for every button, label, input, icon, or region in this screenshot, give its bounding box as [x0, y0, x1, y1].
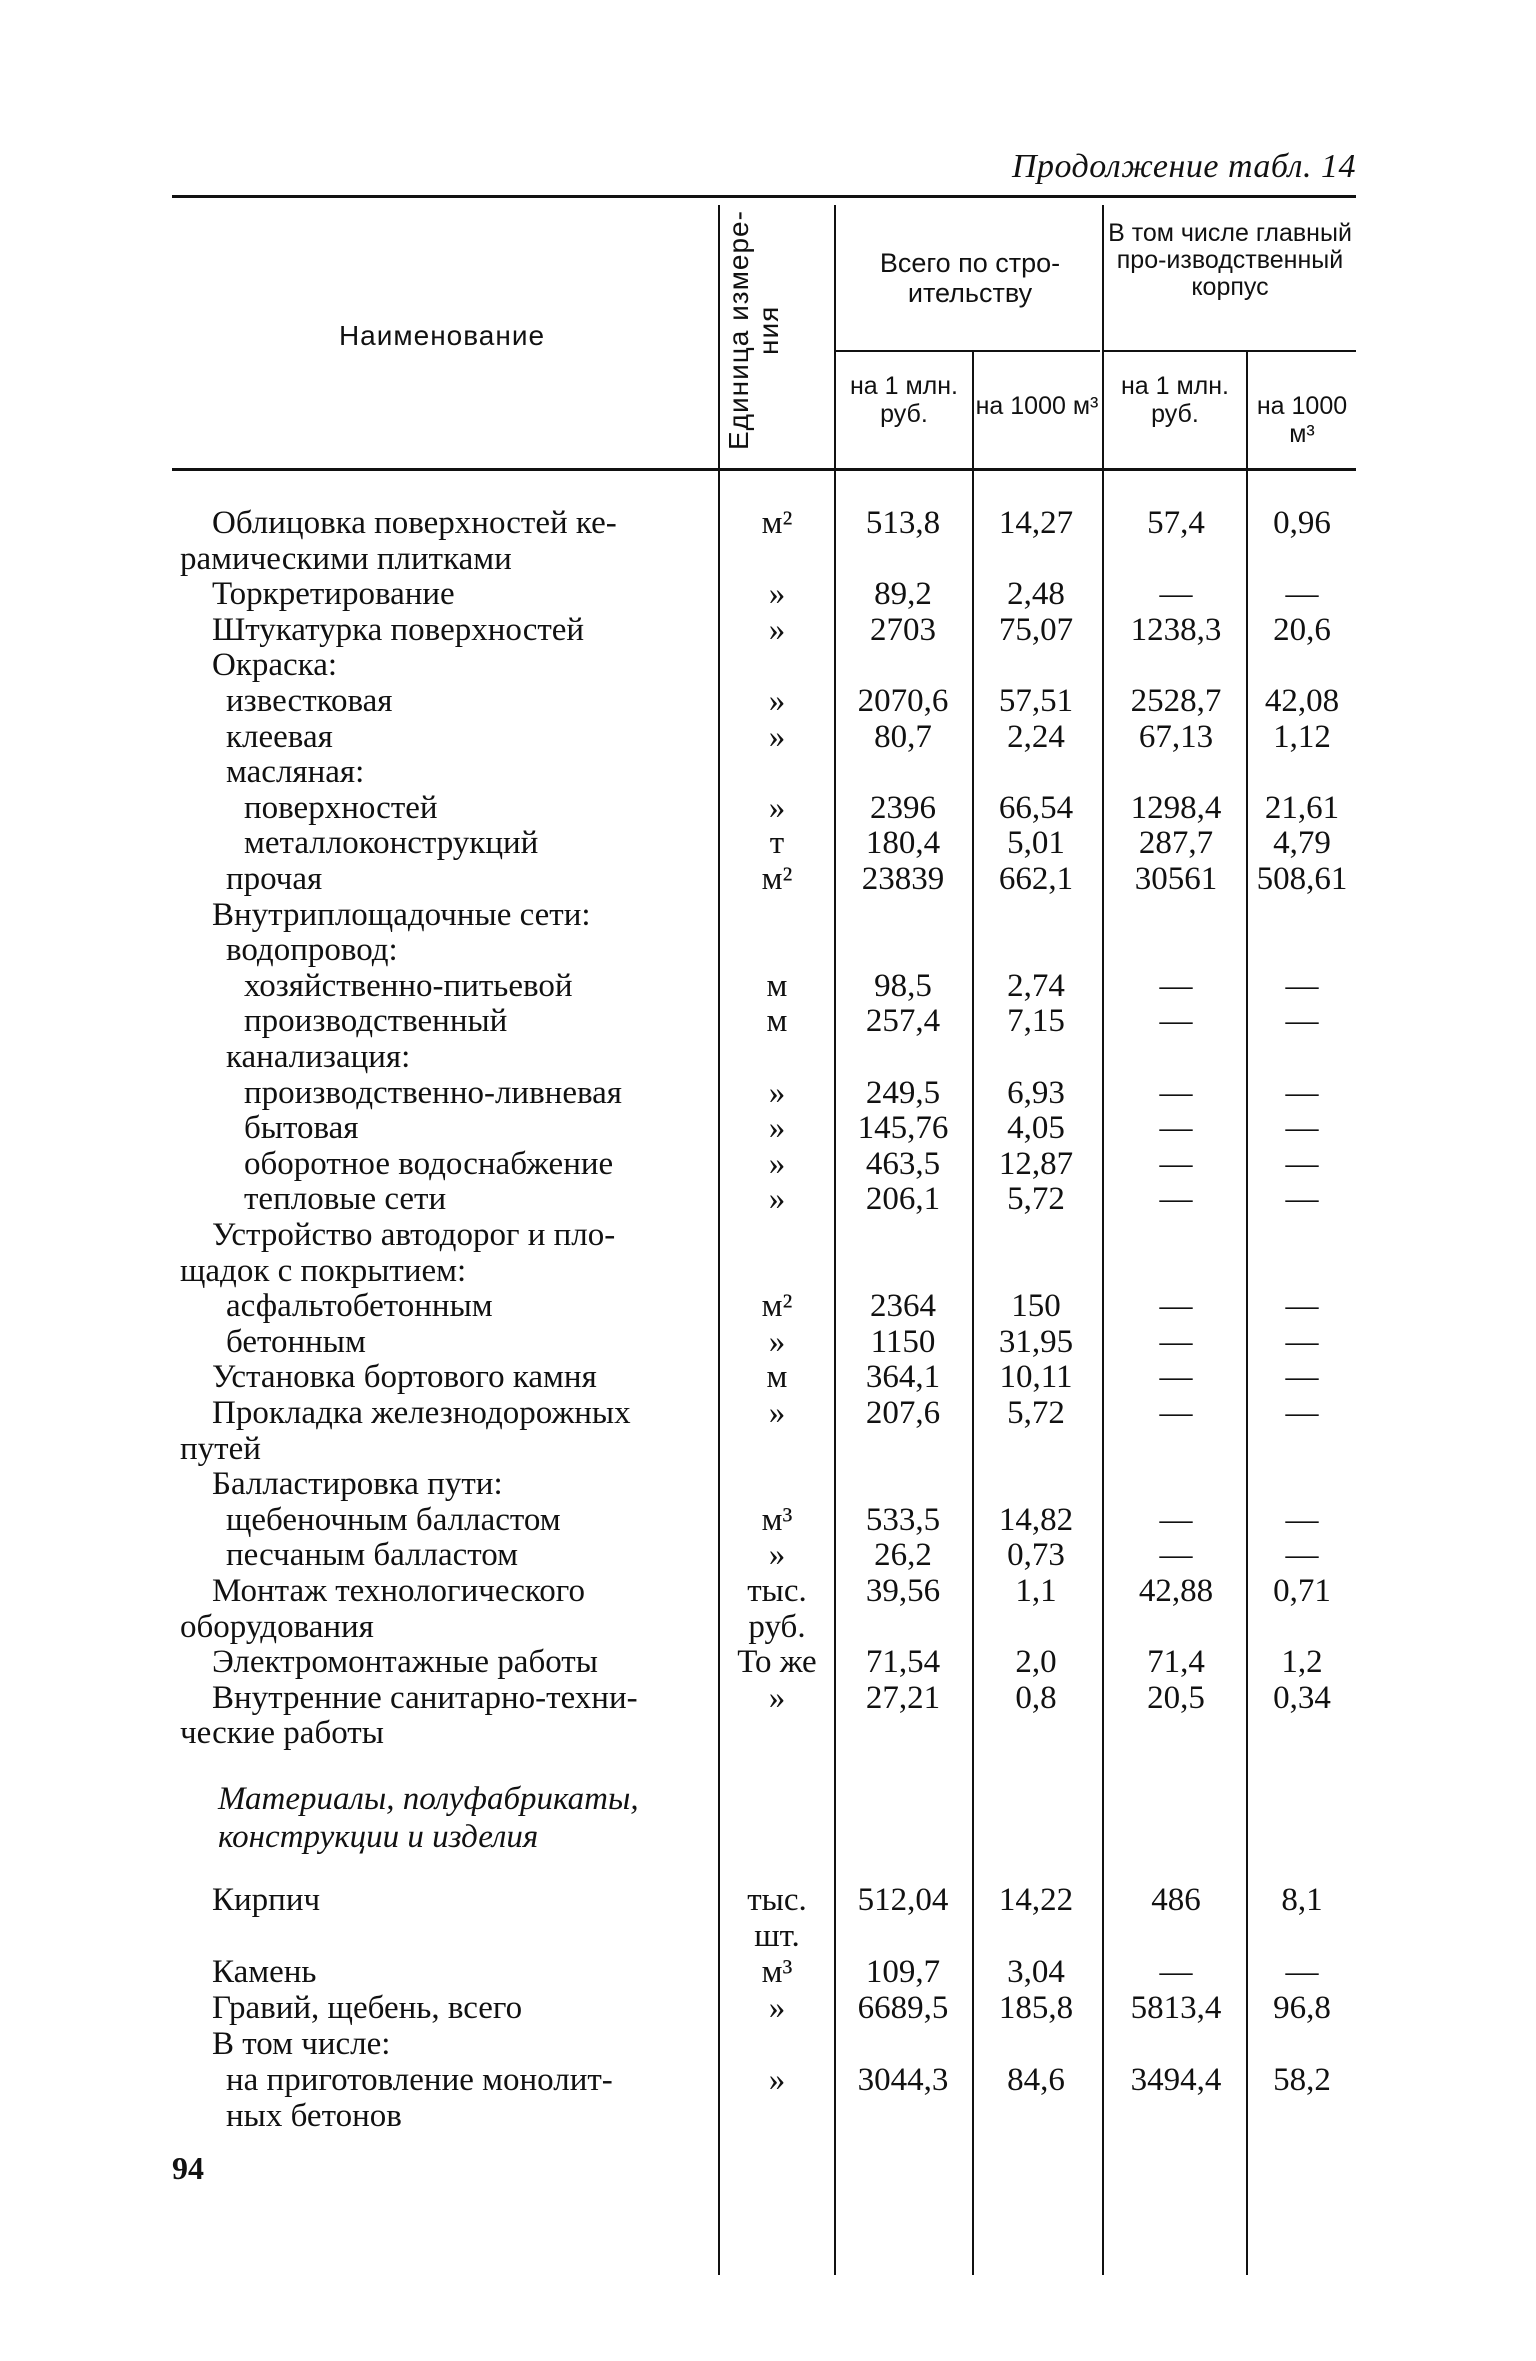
row-main-per-mln: — [1159, 1501, 1193, 1538]
row-main-per-1000: 42,08 [1264, 683, 1340, 719]
row-total-per-1000: 14,27 [998, 505, 1074, 541]
row-name: Облицовка поверхностей ке- [212, 505, 617, 541]
row-main-per-mln: — [1159, 1395, 1193, 1431]
row-main-per-1000: — [1285, 1003, 1319, 1040]
row-unit: тыс. [747, 1882, 807, 1918]
row-name: масляная: [226, 754, 365, 791]
row-total-per-1000: 75,07 [998, 611, 1074, 648]
row-name: Прокладка железнодорожных [212, 1395, 631, 1431]
row-main-per-mln: 67,13 [1138, 718, 1214, 755]
row-name: водопровод: [226, 932, 398, 969]
row-name: Электромонтажные работы [212, 1644, 598, 1681]
row-main-per-mln: — [1159, 1145, 1193, 1182]
row-main-per-mln: 71,4 [1147, 1644, 1205, 1681]
row-name: ческие работы [180, 1715, 384, 1752]
row-unit: » [768, 1145, 786, 1182]
row-unit: » [768, 576, 786, 613]
row-name: производственно-ливневая [244, 1074, 622, 1111]
page-number: 94 [172, 2150, 204, 2186]
row-name: бытовая [244, 1110, 359, 1147]
row-name: прочая [226, 861, 323, 897]
row-name: ных бетонов [226, 2098, 402, 2134]
row-total-per-mln: 2703 [870, 611, 936, 648]
row-total-per-mln: 2070,6 [857, 683, 949, 719]
row-main-per-mln: 1298,4 [1130, 789, 1222, 826]
section-title: Материалы, полуфабрикаты, конструкции и изделия [218, 1781, 639, 1855]
row-name: Балластировка пути: [212, 1466, 503, 1503]
row-total-per-1000: 31,95 [998, 1323, 1074, 1360]
row-unit: » [768, 1395, 786, 1431]
row-name: песчаным балластом [226, 1537, 519, 1574]
row-total-per-mln: 2396 [870, 789, 936, 826]
row-main-per-mln: — [1159, 1288, 1193, 1325]
row-name: на приготовление монолит- [226, 2062, 613, 2098]
row-unit: » [768, 1110, 786, 1147]
row-main-per-mln: 20,5 [1147, 1679, 1205, 1716]
row-main-per-mln: — [1159, 1323, 1193, 1360]
row-unit: » [768, 2062, 786, 2098]
header-main-per-1000: на 1000 м³ [1256, 392, 1348, 448]
row-main-per-mln: 30561 [1134, 861, 1218, 897]
row-name: путей [180, 1430, 261, 1467]
row-main-per-mln: — [1159, 1074, 1193, 1111]
row-name: Торкретирование [212, 576, 455, 613]
row-main-per-1000: — [1285, 1359, 1319, 1396]
row-total-per-1000: 150 [1011, 1288, 1061, 1325]
row-unit: » [768, 1537, 786, 1574]
header-main-group: В том числе главный про-изводственный корпус [1108, 219, 1352, 301]
row-unit: м [766, 1003, 788, 1040]
row-main-per-1000: 0,96 [1273, 505, 1331, 541]
row-total-per-mln: 6689,5 [857, 1990, 949, 2026]
row-total-per-mln: 80,7 [874, 718, 932, 755]
row-main-per-1000: — [1285, 1181, 1319, 1218]
row-name: Кирпич [212, 1882, 321, 1918]
row-main-per-1000: 0,71 [1273, 1573, 1331, 1609]
row-unit: » [768, 1990, 786, 2026]
row-name: Гравий, щебень, всего [212, 1990, 523, 2026]
header-total-per-mln: на 1 млн. руб. [849, 372, 959, 428]
row-main-per-mln: — [1159, 967, 1193, 1004]
row-unit: » [768, 1679, 786, 1716]
row-main-per-1000: 0,34 [1273, 1679, 1331, 1716]
row-total-per-mln: 257,4 [865, 1003, 941, 1040]
row-total-per-mln: 1150 [870, 1323, 936, 1360]
row-name: асфальтобетонным [226, 1288, 493, 1325]
row-unit: м³ [761, 1954, 793, 1990]
row-name: В том числе: [212, 2026, 391, 2062]
row-main-per-1000: — [1285, 1110, 1319, 1147]
row-main-per-mln: 3494,4 [1130, 2062, 1222, 2098]
row-name: Внутренние санитарно-техни- [212, 1679, 638, 1716]
row-name: Камень [212, 1954, 317, 1990]
row-unit: м [766, 967, 788, 1004]
row-total-per-1000: 5,01 [1007, 825, 1065, 862]
row-name: канализация: [226, 1039, 411, 1075]
row-total-per-1000: 10,11 [999, 1359, 1073, 1396]
row-unit: шт. [754, 1918, 800, 1954]
row-unit: » [768, 1181, 786, 1218]
row-name: тепловые сети [244, 1181, 447, 1218]
row-total-per-1000: 14,82 [998, 1501, 1074, 1538]
row-total-per-1000: 0,73 [1007, 1537, 1065, 1574]
row-total-per-1000: 3,04 [1007, 1954, 1065, 1990]
row-main-per-1000: — [1285, 1323, 1319, 1360]
header-main-per-mln: на 1 млн. руб. [1120, 372, 1230, 428]
row-total-per-mln: 180,4 [865, 825, 941, 862]
row-total-per-1000: 5,72 [1007, 1395, 1065, 1431]
row-unit: То же [737, 1644, 817, 1681]
row-name: Внутриплощадочные сети: [212, 896, 591, 933]
row-unit: руб. [748, 1608, 806, 1645]
row-main-per-1000: — [1285, 1395, 1319, 1431]
row-main-per-1000: — [1285, 1954, 1319, 1990]
row-total-per-mln: 364,1 [865, 1359, 941, 1396]
row-main-per-mln: 2528,7 [1130, 683, 1222, 719]
row-main-per-mln: — [1159, 1110, 1193, 1147]
row-total-per-mln: 463,5 [865, 1145, 941, 1182]
row-main-per-mln: 1238,3 [1130, 611, 1222, 648]
row-total-per-1000: 2,74 [1007, 967, 1065, 1004]
row-main-per-1000: — [1285, 1537, 1319, 1574]
row-total-per-1000: 2,24 [1007, 718, 1065, 755]
row-total-per-1000: 0,8 [1015, 1679, 1057, 1716]
row-total-per-mln: 206,1 [865, 1181, 941, 1218]
row-name: оборудования [180, 1608, 374, 1645]
row-total-per-mln: 71,54 [865, 1644, 941, 1681]
row-main-per-1000: 508,61 [1256, 861, 1348, 897]
row-total-per-mln: 26,2 [874, 1537, 932, 1574]
row-main-per-1000: 8,1 [1281, 1882, 1323, 1918]
row-unit: » [768, 611, 786, 648]
row-main-per-1000: 1,12 [1273, 718, 1331, 755]
row-name: клеевая [226, 718, 333, 755]
row-total-per-1000: 66,54 [998, 789, 1074, 826]
row-name: металлоконструкций [244, 825, 539, 862]
row-main-per-1000: — [1285, 1501, 1319, 1538]
row-name: Установка бортового камня [212, 1359, 597, 1396]
row-main-per-1000: 96,8 [1273, 1990, 1331, 2026]
row-unit: м² [761, 861, 793, 897]
row-total-per-1000: 662,1 [998, 861, 1074, 897]
row-main-per-mln: — [1159, 1359, 1193, 1396]
row-unit: т [769, 825, 785, 862]
row-name: щебеночным балластом [226, 1501, 561, 1538]
header-total-group: Всего по стро-ительству [879, 248, 1061, 308]
row-unit: м² [761, 1288, 793, 1325]
row-main-per-1000: 4,79 [1273, 825, 1331, 862]
row-total-per-1000: 1,1 [1015, 1573, 1057, 1609]
row-total-per-mln: 145,76 [857, 1110, 949, 1147]
row-unit: » [768, 718, 786, 755]
row-unit: тыс. [747, 1573, 807, 1609]
row-main-per-mln: — [1159, 576, 1193, 613]
row-main-per-mln: — [1159, 1537, 1193, 1574]
row-name: хозяйственно-питьевой [244, 967, 573, 1004]
row-unit: м³ [761, 1501, 793, 1538]
row-total-per-mln: 23839 [861, 861, 945, 897]
row-main-per-1000: 1,2 [1281, 1644, 1323, 1681]
row-total-per-mln: 249,5 [865, 1074, 941, 1111]
header-name: Наименование [338, 320, 546, 351]
row-name: оборотное водоснабжение [244, 1145, 614, 1182]
header-unit: Единица измере-ния [723, 210, 784, 450]
row-main-per-1000: — [1285, 1288, 1319, 1325]
row-unit: » [768, 789, 786, 826]
row-total-per-1000: 4,05 [1007, 1110, 1065, 1147]
row-main-per-1000: — [1285, 967, 1319, 1004]
row-unit: » [768, 683, 786, 719]
table-caption: Продолжение табл. 14 [1011, 148, 1356, 185]
row-total-per-1000: 2,48 [1007, 576, 1065, 613]
row-total-per-1000: 12,87 [998, 1145, 1074, 1182]
row-name: производственный [244, 1003, 508, 1040]
row-name: щадок с покрытием: [180, 1252, 467, 1289]
row-unit: » [768, 1074, 786, 1111]
header-total-per-1000: на 1000 м³ [975, 392, 1099, 420]
row-main-per-mln: — [1159, 1181, 1193, 1218]
row-total-per-mln: 3044,3 [857, 2062, 949, 2098]
row-name: известковая [226, 683, 393, 719]
row-main-per-1000: 20,6 [1273, 611, 1331, 648]
row-unit: м [766, 1359, 788, 1396]
row-main-per-mln: 5813,4 [1130, 1990, 1222, 2026]
row-name: Устройство автодорог и пло- [212, 1217, 616, 1253]
row-total-per-1000: 5,72 [1007, 1181, 1065, 1218]
row-main-per-mln: 42,88 [1138, 1573, 1214, 1609]
row-name: рамическими плитками [180, 540, 512, 577]
row-total-per-mln: 207,6 [865, 1395, 941, 1431]
row-name: Монтаж технологического [212, 1573, 586, 1609]
row-total-per-mln: 27,21 [865, 1679, 941, 1716]
row-name: бетонным [226, 1323, 366, 1360]
row-main-per-1000: — [1285, 576, 1319, 613]
row-total-per-1000: 84,6 [1007, 2062, 1065, 2098]
row-total-per-mln: 89,2 [874, 576, 932, 613]
row-total-per-1000: 6,93 [1007, 1074, 1065, 1111]
row-total-per-1000: 185,8 [998, 1990, 1074, 2026]
row-total-per-mln: 98,5 [874, 967, 932, 1004]
row-total-per-mln: 109,7 [865, 1954, 941, 1990]
row-total-per-1000: 2,0 [1015, 1644, 1057, 1681]
row-total-per-mln: 512,04 [857, 1882, 949, 1918]
row-main-per-1000: — [1285, 1074, 1319, 1111]
row-total-per-1000: 7,15 [1007, 1003, 1065, 1040]
row-main-per-mln: 486 [1151, 1882, 1201, 1918]
row-main-per-1000: 21,61 [1264, 789, 1340, 826]
row-main-per-mln: 287,7 [1138, 825, 1214, 862]
row-total-per-mln: 39,56 [865, 1573, 941, 1609]
row-main-per-mln: — [1159, 1003, 1193, 1040]
row-unit: » [768, 1323, 786, 1360]
row-main-per-1000: — [1285, 1145, 1319, 1182]
row-main-per-mln: 57,4 [1147, 505, 1205, 541]
row-unit: м² [761, 505, 793, 541]
row-name: Окраска: [212, 647, 338, 684]
row-main-per-mln: — [1159, 1954, 1193, 1990]
row-total-per-1000: 14,22 [998, 1882, 1074, 1918]
row-main-per-1000: 58,2 [1273, 2062, 1331, 2098]
row-total-per-mln: 2364 [870, 1288, 936, 1325]
row-total-per-mln: 533,5 [865, 1501, 941, 1538]
row-total-per-1000: 57,51 [998, 683, 1074, 719]
row-total-per-mln: 513,8 [865, 505, 941, 541]
row-name: поверхностей [244, 789, 438, 826]
row-name: Штукатурка поверхностей [212, 611, 585, 648]
